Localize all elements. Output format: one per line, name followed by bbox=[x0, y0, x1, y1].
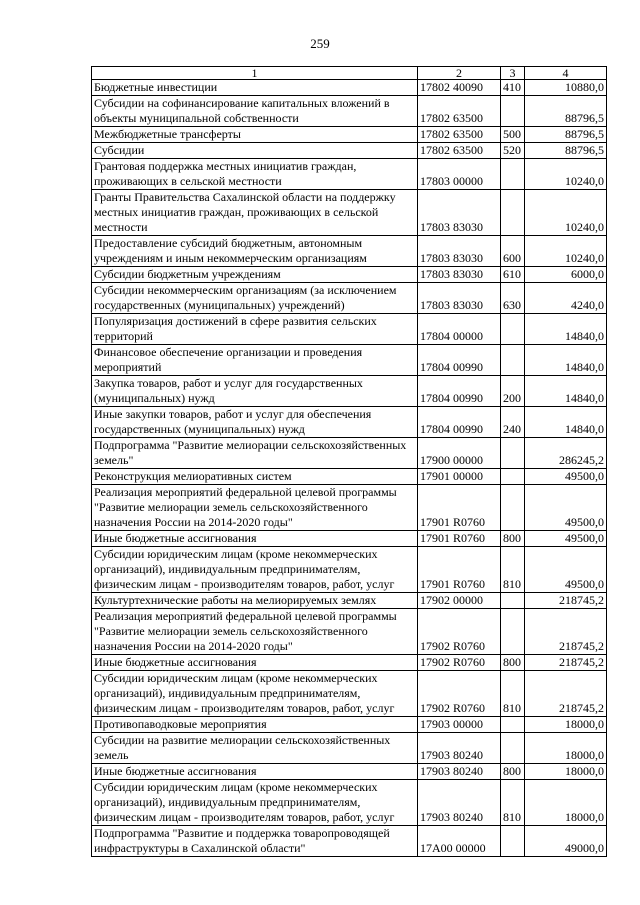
row-type-cell bbox=[501, 717, 525, 733]
row-name-cell: Субсидии юридическим лицам (кроме некоммерческих организаций), индивидуальным предпринимателям, физическим лицам - производителям товаров, работ, услуг bbox=[92, 547, 418, 593]
table-row bbox=[92, 547, 607, 593]
row-code-cell: 17802 63500 bbox=[418, 96, 501, 127]
row-sum-cell: 10240,0 bbox=[525, 159, 607, 190]
row-sum-cell: 18000,0 bbox=[525, 733, 607, 764]
row-sum-cell: 18000,0 bbox=[525, 780, 607, 826]
row-name-cell: Грантовая поддержка местных инициатив граждан, проживающих в сельской местности bbox=[92, 159, 418, 190]
row-type-cell bbox=[501, 314, 525, 345]
row-type-cell: 520 bbox=[501, 143, 525, 159]
table-row bbox=[92, 190, 607, 236]
header-col-1: 1 bbox=[92, 67, 418, 80]
row-name-cell: Подпрограмма "Развитие мелиорации сельскохозяйственных земель" bbox=[92, 438, 418, 469]
row-code-cell: 17804 00000 bbox=[418, 314, 501, 345]
row-name-cell: Межбюджетные трансферты bbox=[92, 127, 418, 143]
table-row bbox=[92, 267, 607, 283]
row-name-cell: Гранты Правительства Сахалинской области на поддержку местных инициатив граждан, проживающих в сельской местности bbox=[92, 190, 418, 236]
row-sum-cell: 6000,0 bbox=[525, 267, 607, 283]
header-row bbox=[92, 67, 607, 80]
header-col-4: 4 bbox=[525, 67, 607, 80]
row-type-cell bbox=[501, 469, 525, 485]
table-row bbox=[92, 236, 607, 267]
row-sum-cell: 4240,0 bbox=[525, 283, 607, 314]
row-type-cell bbox=[501, 438, 525, 469]
row-sum-cell: 218745,2 bbox=[525, 655, 607, 671]
row-name-cell: Подпрограмма "Развитие и поддержка товаропроводящей инфраструктуры в Сахалинской области" bbox=[92, 826, 418, 857]
row-name-cell: Реализация мероприятий федеральной целевой программы "Развитие мелиорации земель сельскохозяйственного назначения России на 2014-2020 годы" bbox=[92, 485, 418, 531]
row-sum-cell: 14840,0 bbox=[525, 345, 607, 376]
table-row bbox=[92, 826, 607, 857]
row-code-cell: 17803 00000 bbox=[418, 159, 501, 190]
row-name-cell: Субсидии бюджетным учреждениям bbox=[92, 267, 418, 283]
row-sum-cell: 286245,2 bbox=[525, 438, 607, 469]
row-name-cell: Закупка товаров, работ и услуг для государственных (муниципальных) нужд bbox=[92, 376, 418, 407]
row-code-cell: 17903 80240 bbox=[418, 780, 501, 826]
table-row bbox=[92, 80, 607, 96]
row-name-cell: Противопаводковые мероприятия bbox=[92, 717, 418, 733]
table-row bbox=[92, 764, 607, 780]
table-row bbox=[92, 531, 607, 547]
row-type-cell: 800 bbox=[501, 764, 525, 780]
table-row bbox=[92, 593, 607, 609]
row-code-cell: 17804 00990 bbox=[418, 376, 501, 407]
row-code-cell: 17802 63500 bbox=[418, 143, 501, 159]
row-sum-cell: 218745,2 bbox=[525, 671, 607, 717]
table-row bbox=[92, 655, 607, 671]
row-type-cell bbox=[501, 485, 525, 531]
row-type-cell: 410 bbox=[501, 80, 525, 96]
row-type-cell: 500 bbox=[501, 127, 525, 143]
table-row bbox=[92, 717, 607, 733]
row-type-cell: 610 bbox=[501, 267, 525, 283]
row-code-cell: 17902 00000 bbox=[418, 593, 501, 609]
table-row bbox=[92, 96, 607, 127]
table-row bbox=[92, 314, 607, 345]
table-row bbox=[92, 733, 607, 764]
row-name-cell: Реализация мероприятий федеральной целевой программы "Развитие мелиорации земель сельскохозяйственного назначения России на 2014-2020 годы" bbox=[92, 609, 418, 655]
budget-table bbox=[91, 66, 607, 857]
row-sum-cell: 10240,0 bbox=[525, 190, 607, 236]
row-name-cell: Субсидии юридическим лицам (кроме некоммерческих организаций), индивидуальным предпринимателям, физическим лицам - производителям товаров, работ, услуг bbox=[92, 671, 418, 717]
row-name-cell: Субсидии на развитие мелиорации сельскохозяйственных земель bbox=[92, 733, 418, 764]
row-name-cell: Культуртехнические работы на мелиорируемых землях bbox=[92, 593, 418, 609]
row-name-cell: Иные бюджетные ассигнования bbox=[92, 764, 418, 780]
row-code-cell: 17901 R0760 bbox=[418, 531, 501, 547]
row-type-cell: 630 bbox=[501, 283, 525, 314]
page-number: 259 bbox=[310, 36, 330, 51]
row-code-cell: 17804 00990 bbox=[418, 407, 501, 438]
header-col-3: 3 bbox=[501, 67, 525, 80]
row-name-cell: Субсидии на софинансирование капитальных вложений в объекты муниципальной собственности bbox=[92, 96, 418, 127]
table-body bbox=[92, 80, 607, 857]
row-sum-cell: 49500,0 bbox=[525, 547, 607, 593]
row-name-cell: Иные закупки товаров, работ и услуг для обеспечения государственных (муниципальных) нужд bbox=[92, 407, 418, 438]
header-col-2: 2 bbox=[418, 67, 501, 80]
row-sum-cell: 14840,0 bbox=[525, 376, 607, 407]
row-name-cell: Иные бюджетные ассигнования bbox=[92, 531, 418, 547]
row-type-cell: 810 bbox=[501, 671, 525, 717]
row-code-cell: 17901 R0760 bbox=[418, 547, 501, 593]
row-type-cell bbox=[501, 733, 525, 764]
table-row bbox=[92, 127, 607, 143]
row-code-cell: 17802 40090 bbox=[418, 80, 501, 96]
row-name-cell: Предоставление субсидий бюджетным, автономным учреждениям и иным некоммерческим организациям bbox=[92, 236, 418, 267]
row-sum-cell: 218745,2 bbox=[525, 593, 607, 609]
table-header bbox=[92, 67, 607, 80]
row-code-cell: 17803 83030 bbox=[418, 283, 501, 314]
row-code-cell: 17804 00990 bbox=[418, 345, 501, 376]
table-row bbox=[92, 438, 607, 469]
row-type-cell: 810 bbox=[501, 547, 525, 593]
row-sum-cell: 14840,0 bbox=[525, 314, 607, 345]
table-row bbox=[92, 143, 607, 159]
row-name-cell: Финансовое обеспечение организации и проведения мероприятий bbox=[92, 345, 418, 376]
table-row bbox=[92, 283, 607, 314]
row-name-cell: Субсидии юридическим лицам (кроме некоммерческих организаций), индивидуальным предпринимателям, физическим лицам - производителям товаров, работ, услуг bbox=[92, 780, 418, 826]
row-type-cell: 800 bbox=[501, 531, 525, 547]
row-code-cell: 17902 R0760 bbox=[418, 671, 501, 717]
row-code-cell: 17902 R0760 bbox=[418, 655, 501, 671]
row-code-cell: 17902 R0760 bbox=[418, 609, 501, 655]
row-name-cell: Субсидии bbox=[92, 143, 418, 159]
row-type-cell: 800 bbox=[501, 655, 525, 671]
row-code-cell: 17803 83030 bbox=[418, 190, 501, 236]
row-type-cell: 200 bbox=[501, 376, 525, 407]
row-name-cell: Популяризация достижений в сфере развития сельских территорий bbox=[92, 314, 418, 345]
row-code-cell: 17901 R0760 bbox=[418, 485, 501, 531]
table-row bbox=[92, 485, 607, 531]
row-sum-cell: 49500,0 bbox=[525, 469, 607, 485]
row-sum-cell: 14840,0 bbox=[525, 407, 607, 438]
row-sum-cell: 49500,0 bbox=[525, 531, 607, 547]
table-row bbox=[92, 671, 607, 717]
row-sum-cell: 49500,0 bbox=[525, 485, 607, 531]
row-code-cell: 17А00 00000 bbox=[418, 826, 501, 857]
row-name-cell: Иные бюджетные ассигнования bbox=[92, 655, 418, 671]
row-code-cell: 17803 83030 bbox=[418, 236, 501, 267]
row-sum-cell: 10240,0 bbox=[525, 236, 607, 267]
row-type-cell bbox=[501, 345, 525, 376]
row-name-cell: Субсидии некоммерческим организациям (за исключением государственных (муниципальных) учреждений) bbox=[92, 283, 418, 314]
row-sum-cell: 18000,0 bbox=[525, 764, 607, 780]
row-sum-cell: 18000,0 bbox=[525, 717, 607, 733]
row-type-cell bbox=[501, 190, 525, 236]
row-code-cell: 17903 80240 bbox=[418, 764, 501, 780]
row-sum-cell: 88796,5 bbox=[525, 143, 607, 159]
row-type-cell: 240 bbox=[501, 407, 525, 438]
row-name-cell: Бюджетные инвестиции bbox=[92, 80, 418, 96]
row-type-cell bbox=[501, 593, 525, 609]
row-type-cell bbox=[501, 826, 525, 857]
row-type-cell: 600 bbox=[501, 236, 525, 267]
row-code-cell: 17803 83030 bbox=[418, 267, 501, 283]
row-sum-cell: 10880,0 bbox=[525, 80, 607, 96]
table-row bbox=[92, 345, 607, 376]
row-sum-cell: 88796,5 bbox=[525, 96, 607, 127]
row-code-cell: 17903 80240 bbox=[418, 733, 501, 764]
row-code-cell: 17802 63500 bbox=[418, 127, 501, 143]
table-row bbox=[92, 376, 607, 407]
table-row bbox=[92, 609, 607, 655]
row-sum-cell: 218745,2 bbox=[525, 609, 607, 655]
table-row bbox=[92, 159, 607, 190]
row-sum-cell: 88796,5 bbox=[525, 127, 607, 143]
row-name-cell: Реконструкция мелиоративных систем bbox=[92, 469, 418, 485]
row-type-cell bbox=[501, 609, 525, 655]
table-row bbox=[92, 407, 607, 438]
row-type-cell bbox=[501, 96, 525, 127]
row-type-cell: 810 bbox=[501, 780, 525, 826]
row-code-cell: 17901 00000 bbox=[418, 469, 501, 485]
table-row bbox=[92, 469, 607, 485]
row-sum-cell: 49000,0 bbox=[525, 826, 607, 857]
row-code-cell: 17900 00000 bbox=[418, 438, 501, 469]
row-code-cell: 17903 00000 bbox=[418, 717, 501, 733]
table-row bbox=[92, 780, 607, 826]
row-type-cell bbox=[501, 159, 525, 190]
